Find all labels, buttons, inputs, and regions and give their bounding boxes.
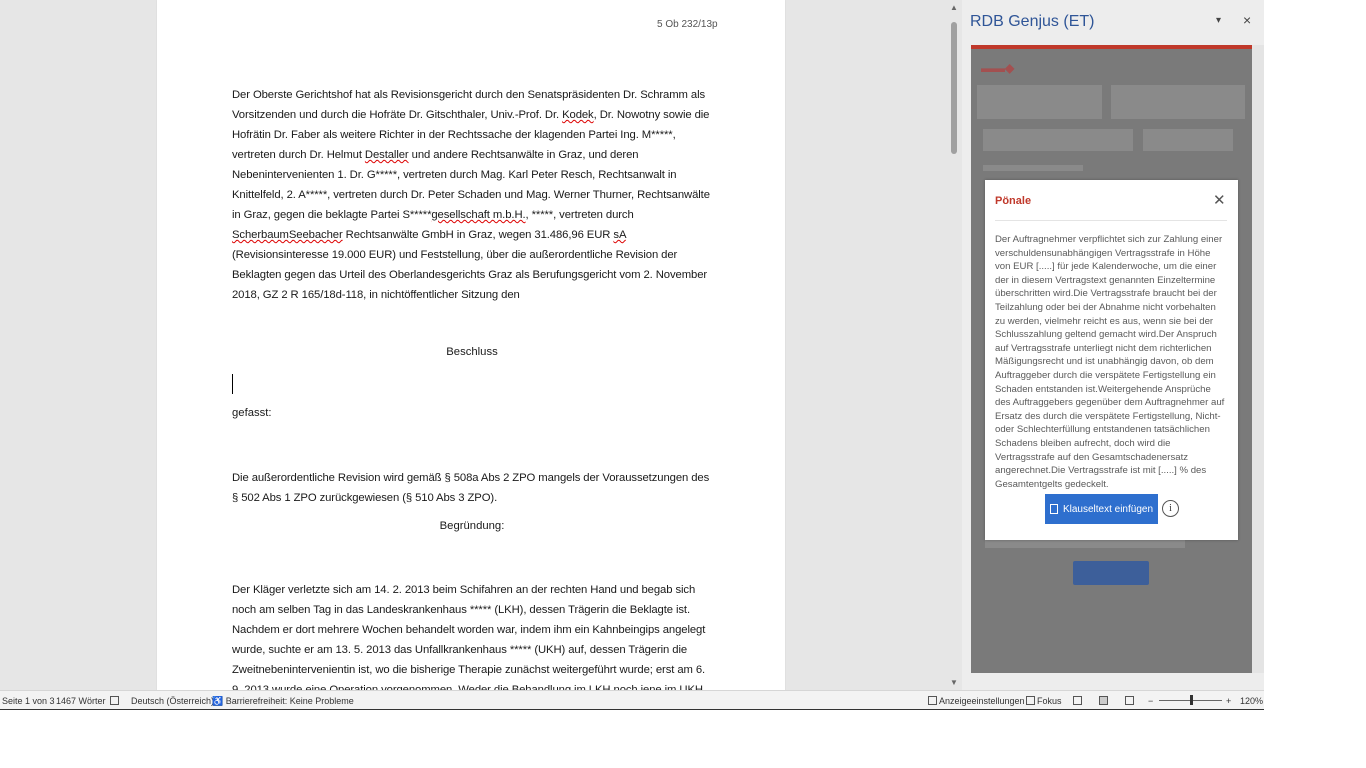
tab-placeholder [977, 85, 1102, 119]
spelling-flag[interactable]: Destaller [364, 149, 409, 161]
heading-beschluss: Beschluss [446, 346, 498, 358]
scrollbar-thumb[interactable] [951, 22, 957, 154]
read-mode-icon[interactable] [1073, 696, 1084, 706]
status-bar [0, 690, 1264, 710]
accessibility-status[interactable] [212, 696, 354, 707]
text-run: , *****, vertreten durch [525, 209, 634, 221]
document-icon [1050, 504, 1058, 514]
display-settings-label: Anzeigeeinstellungen [939, 696, 1025, 706]
insert-clause-button[interactable] [1045, 494, 1158, 524]
pane-title: RDB Genjus (ET) [970, 13, 1095, 30]
zoom-in-button[interactable]: + [1226, 696, 1232, 706]
case-number: 5 Ob 232/13p [657, 19, 718, 30]
clause-text[interactable]: Der Auftragnehmer verpflichtet sich zur Zahlung einer verschuldensunabhängigen Vertragsstrafe in Höhe von EUR [.....] für jede Kalenderwoche, um die einer der in diesem Vertragstext genannten Einzeltermine überschritten wird.Die Vertragsstrafe braucht bei der Teilzahlung oder bei der Abnahme nicht vorbehalten zu werden, vielmehr reicht es aus, wenn sie bei der Schlusszahlung geltend gemacht wird.Der Anspruch auf Vertragsstrafe unterliegt nicht dem richterlichen Mäßigungsrecht und ist unabhängig davon, ob dem Auftraggeber durch die verspätete Fertigstellung ein Schaden entstanden ist.Weitergehende Ansprüche des Auftraggebers gegenüber dem Auftragnehmer auf Ersatz des durch die verspätete Fertigstellung, Nicht- oder Schlechterfüllung entstandenen tatsächlichen Schadens bleiben aufrecht, doch wird die Vertragsstrafe auf den Gesamtschadenersatz angerechnet.Die Vertragsstrafe ist mit [.....] % des Gesamtentgelts gedeckelt. [995, 234, 1225, 490]
scroll-up-icon[interactable]: ▲ [950, 3, 958, 12]
heading-begruendung: Begründung: [439, 520, 505, 532]
spelling-flag[interactable]: Kodek [562, 109, 594, 121]
link-placeholder [983, 165, 1083, 171]
focus-label: Fokus [1037, 696, 1062, 706]
document-scrollbar[interactable] [948, 0, 962, 690]
background [1264, 0, 1366, 768]
text-cursor [232, 374, 233, 394]
document-page[interactable] [157, 0, 785, 700]
close-icon[interactable]: ✕ [1213, 192, 1226, 209]
select-placeholder [983, 129, 1133, 151]
text-run: , Dr. Nowotny sowie die Hofrätin Dr. Faber als weitere Richter in der Rechtssache der klagenden Partei Ing. M*****, vertreten durch Dr. Helmut [232, 109, 710, 161]
pane-menu-icon[interactable]: ▾ [1216, 15, 1222, 26]
text-run: Rechtsanwälte GmbH in Graz, wegen 31.486,96 EUR [342, 229, 614, 241]
brand-bar [971, 45, 1252, 49]
background [0, 710, 1366, 768]
paragraph-facts[interactable]: Der Kläger verletzte sich am 14. 2. 2013 beim Schifahren an der rechten Hand und begab sich noch am selben Tag in das Landeskrankenhaus ***** (LKH), dessen Trägerin die Beklagte ist. Nachdem er dort mehrere Wochen behandelt worden war, indem ihm ein Kahnbeingips angelegt wurde, suchte er am 13. 5. 2013 das Unfallkrankenhaus ***** (UKH) auf, dessen Trägerin die Zweitnebenintervenientin ist, wo die bisherige Therapie zunächst weitergeführt wurde; erst am 6. [232, 584, 706, 676]
spelling-flag[interactable]: sA [613, 229, 626, 241]
word-count[interactable]: 1467 Wörter [56, 696, 106, 706]
focus-mode[interactable] [1026, 696, 1062, 706]
proofing-icon[interactable] [110, 696, 121, 706]
tab-placeholder [1111, 85, 1245, 119]
accessibility-label: Barrierefreiheit: Keine Probleme [225, 696, 354, 706]
paragraph-intro[interactable] [232, 85, 712, 305]
filter-placeholder [1143, 129, 1233, 151]
spelling-flag[interactable]: gesellschaft m.b.H. [431, 209, 526, 221]
text-gefasst: gefasst: [232, 407, 272, 419]
scroll-down-icon[interactable]: ▼ [950, 678, 958, 687]
button-placeholder [1073, 561, 1149, 585]
spelling-flag[interactable]: ScherbaumSeebacher [232, 229, 343, 241]
zoom-slider-thumb[interactable] [1190, 695, 1193, 705]
accessibility-icon: ♿ [212, 696, 226, 706]
logo-icon: ▬▬◆ [981, 61, 1015, 75]
language[interactable]: Deutsch (Österreich) [131, 696, 215, 706]
text-run: Der Oberste Gerichtshof hat als Revisionsgericht durch den Senatspräsidenten Dr. Schramm als Vorsitzenden und durch die Hofräte Dr. Gitschthaler, Univ.-Prof. Dr. [232, 89, 706, 121]
pane-close-icon[interactable]: × [1243, 12, 1252, 28]
paragraph-ruling[interactable]: Die außerordentliche Revision wird gemäß § 508a Abs 2 ZPO mangels der Voraussetzungen des § 502 Abs 1 ZPO zurückgewiesen (§ 510 Abs 3 ZPO). [232, 472, 710, 504]
info-icon[interactable]: i [1162, 500, 1179, 517]
web-layout-icon[interactable] [1125, 696, 1136, 706]
zoom-out-button[interactable]: − [1148, 696, 1154, 706]
divider [995, 220, 1227, 221]
page-count[interactable]: Seite 1 von 3 [2, 696, 55, 706]
text-run: und andere Rechtsanwälte in Graz, und deren Nebenintervenienten 1. Dr. G*****, vertreten durch Mag. Karl Peter Resch, Rechtsanwalt in Knittelfeld, 2. A*****, vertreten durch Dr. Peter Schaden und Mag. Werner Thurner, Rechtsanwälte in Graz, gegen die beklagte Partei S***** [232, 149, 710, 221]
text-run: (Revisionsinteresse 19.000 EUR) und Feststellung, über die außerordentliche Revision der Beklagten gegen das Urteil des Oberlandesgerichts Graz als Berufungsgericht vom 2. November 2018, GZ 2 R 165/18d-118, in nichtöffentlicher Sitzung den [232, 249, 708, 301]
clause-dialog [985, 180, 1238, 540]
zoom-level[interactable]: 120% [1240, 696, 1264, 706]
display-settings-icon [928, 696, 937, 705]
insert-clause-label: Klauseltext einfügen [1062, 503, 1154, 515]
focus-icon [1026, 696, 1035, 705]
text-placeholder [985, 540, 1185, 548]
pane-scrollbar[interactable] [1252, 45, 1264, 673]
dialog-title: Pönale [995, 195, 1032, 207]
display-settings[interactable] [928, 696, 1025, 706]
print-layout-icon[interactable] [1099, 696, 1110, 706]
